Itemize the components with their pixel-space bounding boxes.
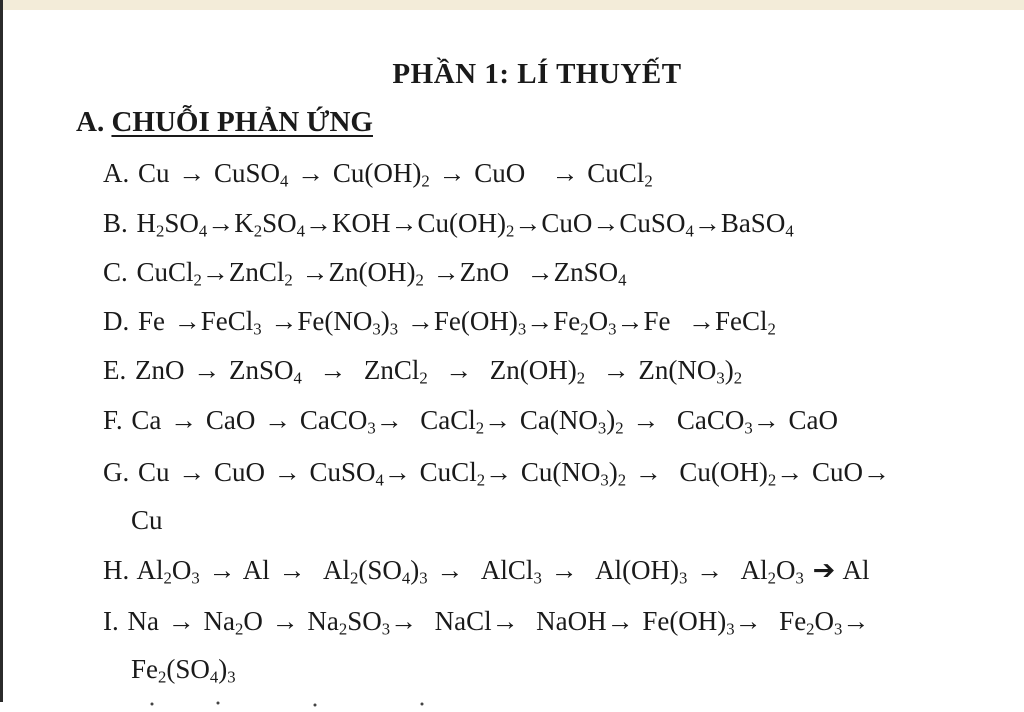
reaction-line: F. Ca → CaO → CaCO$_3$→ CaCl$_2$→ $Ca(NO_3)_2$ → CaCO$_3$→ CaO bbox=[103, 405, 838, 438]
cut-off-next-line bbox=[100, 694, 440, 702]
reaction-line-continuation: $Fe_2(SO_4)_3$ bbox=[131, 654, 236, 687]
section-letter: A. bbox=[76, 106, 105, 138]
reaction-line: A. Cu → CuSO$_4$ → $Cu(OH)_2$ → CuO → CuCl$_2$ bbox=[103, 158, 653, 191]
left-border-line bbox=[0, 0, 3, 702]
section-title: CHUỖI PHẢN ỨNG bbox=[111, 106, 373, 138]
section-heading bbox=[76, 106, 373, 139]
reaction-line: B. $H_2SO_4\to K_2SO_4\to KOH\to Cu(OH)_2\to CuO\to CuSO_4\to BaSO_4$ bbox=[103, 208, 794, 241]
page-title: PHẦN 1: LÍ THUYẾT bbox=[392, 58, 682, 90]
reaction-line: C. CuCl$_2$→ZnCl$_2$ $\to Zn(OH)_2 \to ZnO$ →ZnSO$_4$ bbox=[103, 257, 627, 290]
reaction-line: E. ZnO → ZnSO$_4$ → ZnCl$_2$ → $Zn(OH)_2 \to Zn(NO_3)_2$ bbox=[103, 355, 743, 388]
reaction-line: G. Cu → CuO → CuSO$_4$→ CuCl$_2$→ $Cu(NO_3)_2 \to Cu(OH)_2\to CuO\to$ bbox=[103, 457, 890, 490]
top-edge-bar bbox=[0, 0, 1024, 10]
reaction-line: I. $Na \to Na_2O \to Na_2SO_3\to$ NaCl→ NaOH→ $Fe(OH)_3\to Fe_2O_3\to$ bbox=[103, 606, 870, 639]
reaction-line: H. $Al_2O_3 \to Al \to Al_2(SO_4)_3$ → AlCl$_3$ → $Al(OH)_3 \to Al_2O_3$ ➔ Al bbox=[103, 555, 870, 588]
reaction-line-continuation: Cu bbox=[131, 505, 163, 535]
reaction-line: D. Fe →FeCl$_3$ $\to Fe(NO_3)_3 \to Fe(OH)_3\to Fe_2O_3\to Fe$ →FeCl$_2$ bbox=[103, 306, 776, 339]
